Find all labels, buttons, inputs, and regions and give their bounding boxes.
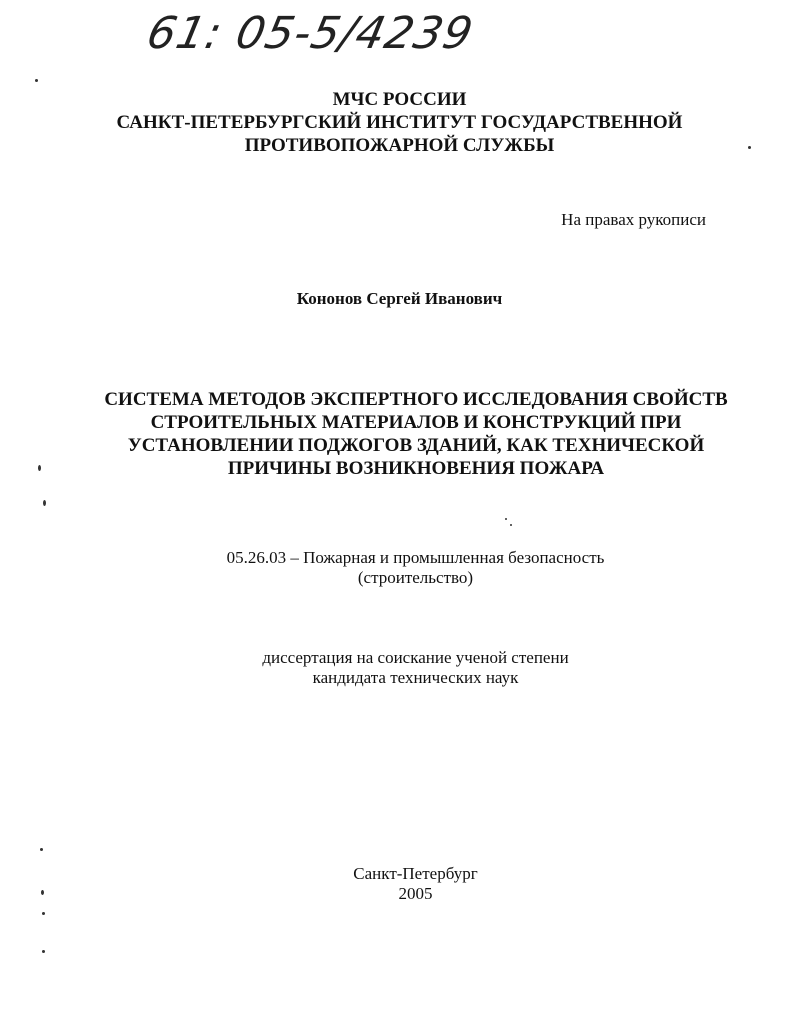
scan-speck bbox=[35, 79, 38, 82]
title-line-2: СТРОИТЕЛЬНЫХ МАТЕРИАЛОВ И КОНСТРУКЦИЙ ПРИ bbox=[150, 412, 682, 433]
scan-speck bbox=[38, 465, 41, 471]
year: 2005 bbox=[398, 884, 433, 903]
archive-mark-handwritten: 61: 05-5/4239 bbox=[142, 8, 478, 59]
scan-speck bbox=[42, 950, 45, 953]
institution-line-1: МЧС РОССИИ bbox=[332, 89, 467, 110]
institution-line-3: ПРОТИВОПОЖАРНОЙ СЛУЖБЫ bbox=[244, 135, 555, 156]
place-and-year bbox=[16, 864, 799, 904]
dissertation-title bbox=[60, 388, 772, 480]
title-line-1: СИСТЕМА МЕТОДОВ ЭКСПЕРТНОГО ИССЛЕДОВАНИЯ СВОЙСТВ bbox=[104, 389, 728, 410]
degree-block bbox=[16, 648, 799, 688]
scan-speck bbox=[40, 848, 43, 851]
title-line-3: УСТАНОВЛЕНИИ ПОДЖОГОВ ЗДАНИЙ, КАК ТЕХНИЧЕСКОЙ bbox=[127, 435, 705, 456]
specialty-code: 05.26.03 – Пожарная и промышленная безопасность bbox=[226, 548, 605, 567]
specialty-block bbox=[16, 548, 799, 588]
scan-speck bbox=[510, 524, 512, 526]
specialty-subfield: (строительство) bbox=[357, 568, 474, 587]
scan-speck bbox=[505, 518, 507, 520]
scan-speck bbox=[748, 146, 751, 149]
title-line-4: ПРИЧИНЫ ВОЗНИКНОВЕНИЯ ПОЖАРА bbox=[227, 458, 605, 479]
scan-speck bbox=[43, 500, 46, 506]
degree-line-2: кандидата технических наук bbox=[312, 668, 519, 687]
manuscript-rights-note: На правах рукописи bbox=[561, 210, 706, 229]
city: Санкт-Петербург bbox=[353, 864, 478, 883]
degree-line-1: диссертация на соискание ученой степени bbox=[262, 648, 569, 667]
scan-speck bbox=[41, 890, 44, 895]
institution-line-2: САНКТ-ПЕТЕРБУРГСКИЙ ИНСТИТУТ ГОСУДАРСТВЕННОЙ bbox=[116, 112, 683, 133]
scan-speck bbox=[42, 912, 45, 915]
author-name: Кононов Сергей Иванович bbox=[296, 289, 503, 308]
institution-header bbox=[0, 88, 799, 157]
